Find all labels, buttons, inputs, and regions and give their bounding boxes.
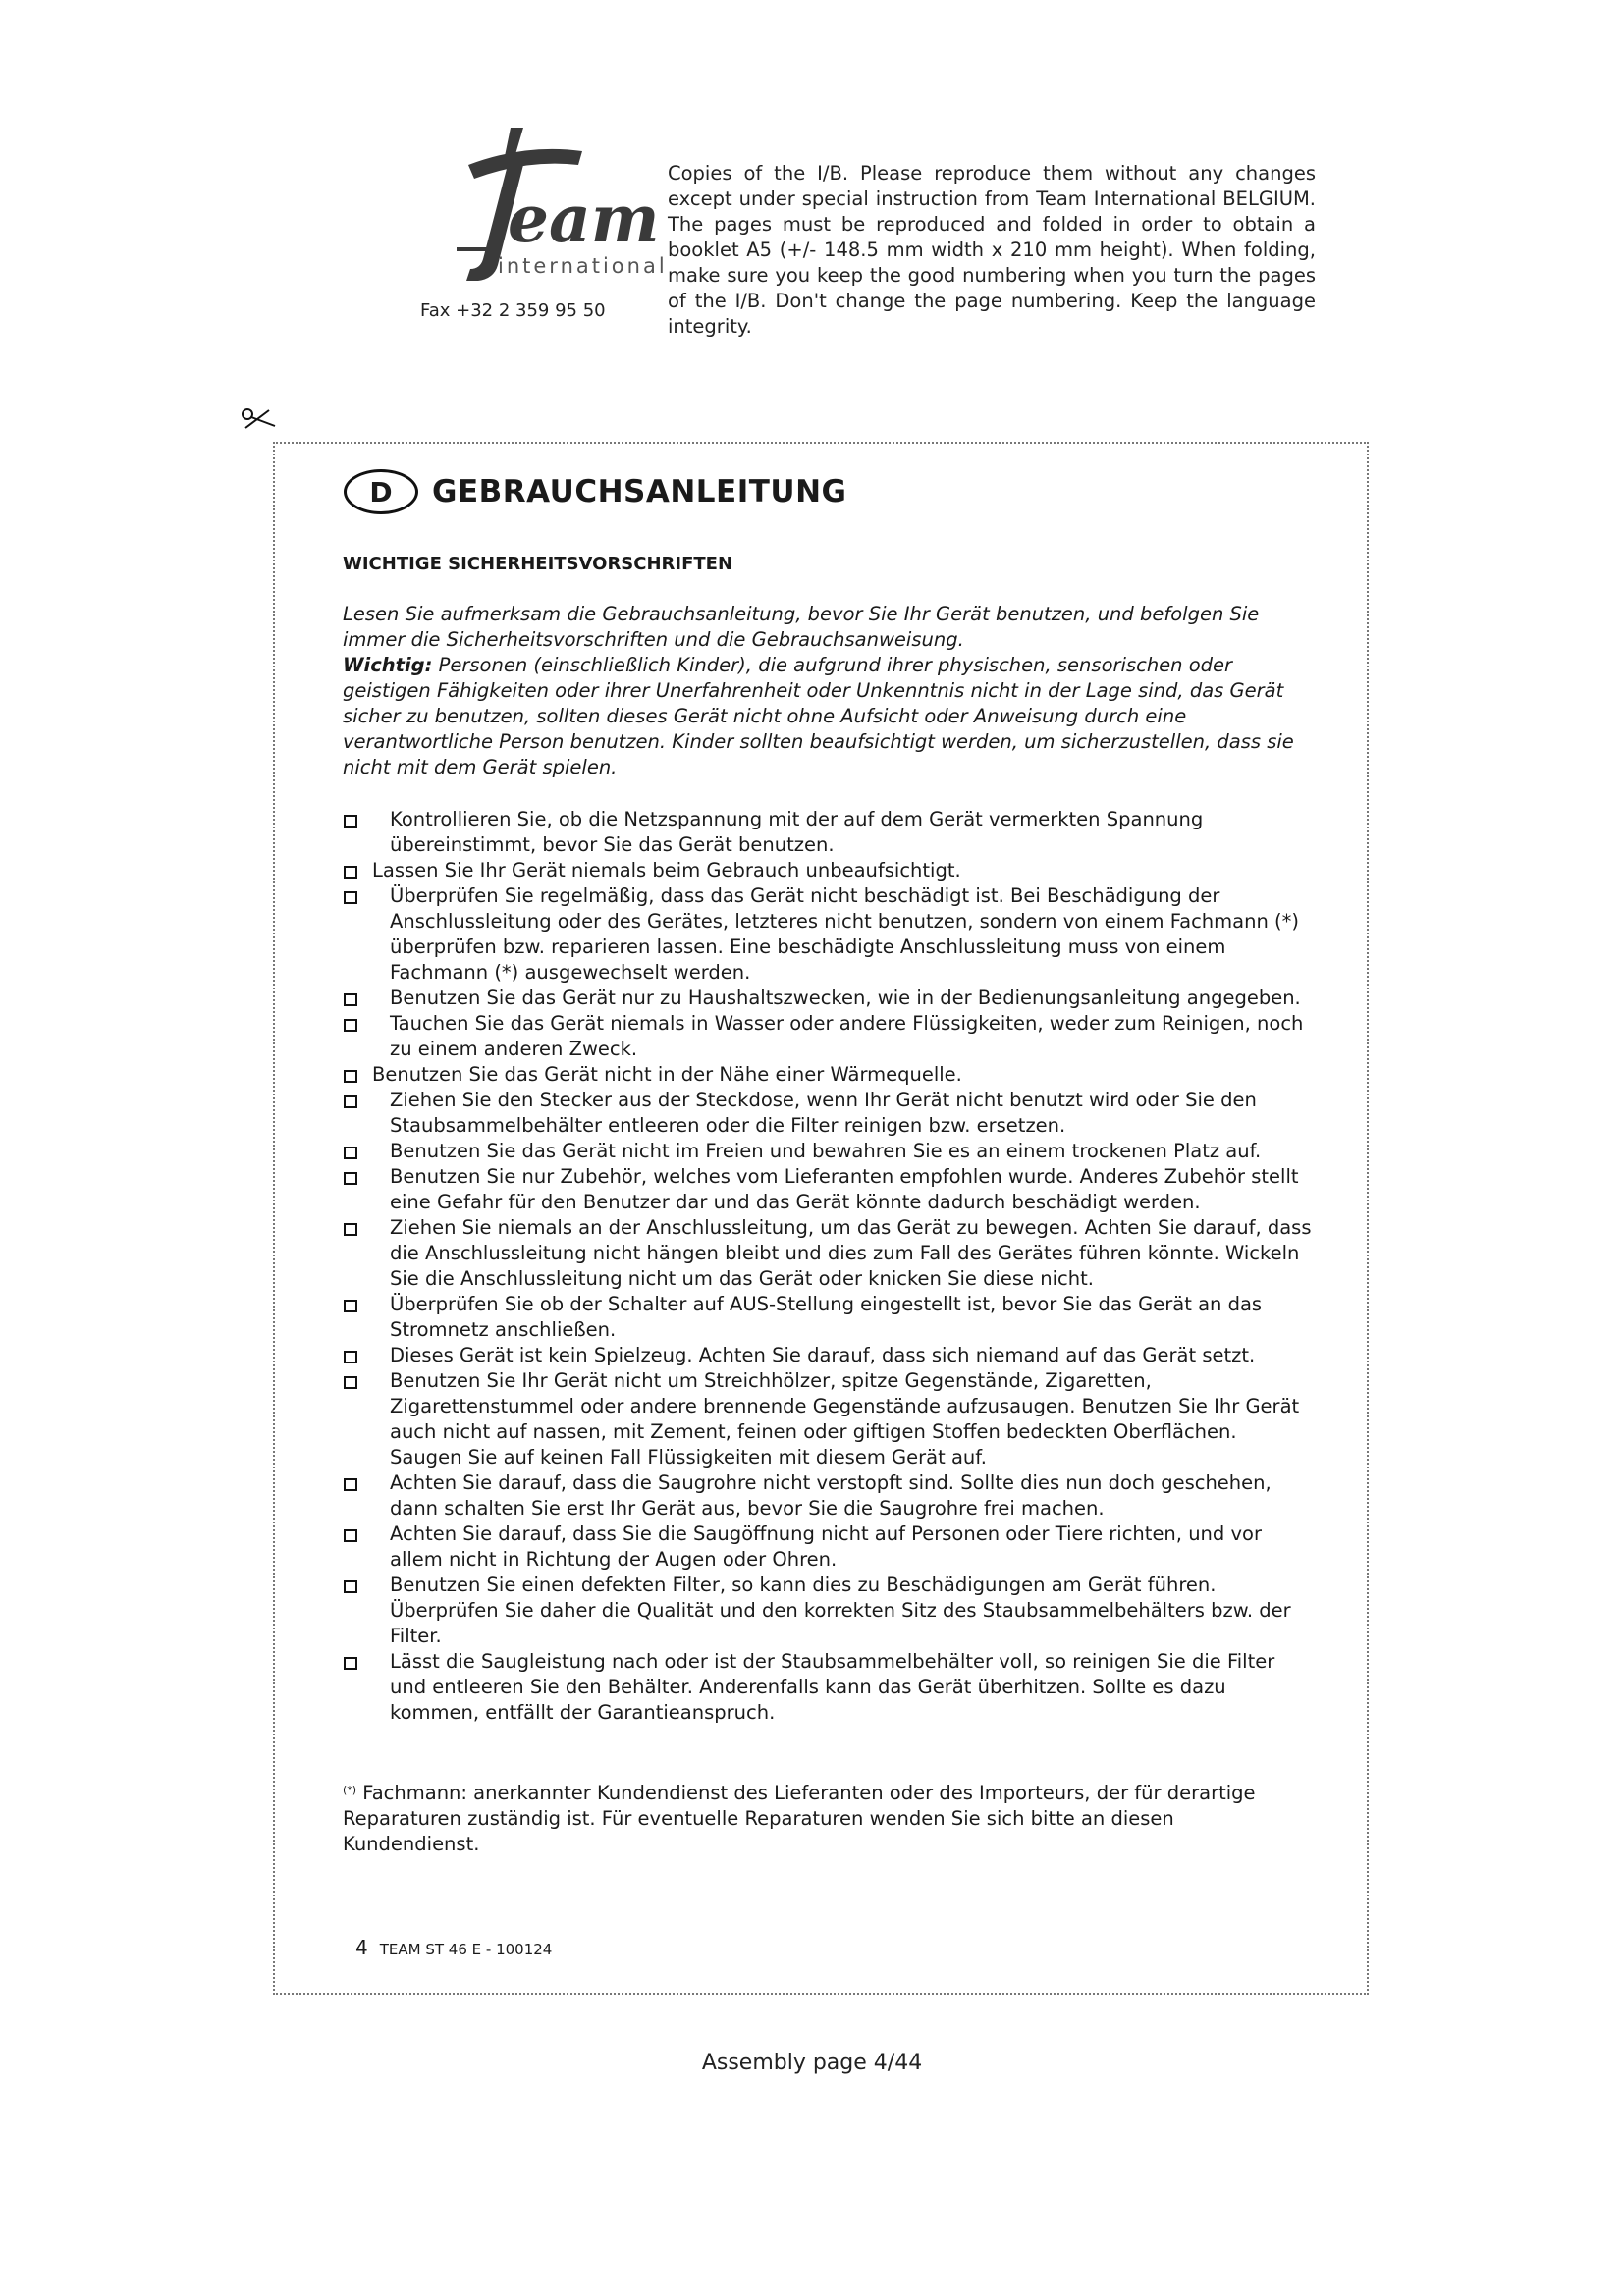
list-item: Benutzen Sie das Gerät nicht in der Nähe einer Wärmequelle. [343, 1062, 1315, 1088]
team-international-logo [417, 126, 668, 293]
list-item: Lassen Sie Ihr Gerät niemals beim Gebrauch unbeaufsichtigt. [343, 858, 1315, 883]
language-badge: D [344, 469, 418, 514]
checkbox-bullet-icon [344, 1172, 357, 1185]
list-item: Achten Sie darauf, dass Sie die Saugöffnung nicht auf Personen oder Tiere richten, und vor allem nicht in Richtung der Augen oder Ohren. [343, 1522, 1315, 1573]
intro-paragraph: Lesen Sie aufmerksam die Gebrauchsanleitung, bevor Sie Ihr Gerät benutzen, und befolgen Sie immer die Sicherheitsvorschriften und die Gebrauchsanweisung. [343, 603, 1260, 651]
page-number: 4 [355, 1936, 368, 1959]
checkbox-bullet-icon [344, 1580, 357, 1593]
section-heading: WICHTIGE SICHERHEITSVORSCHRIFTEN [343, 554, 733, 574]
model-code: TEAM ST 46 E - 100124 [379, 1941, 553, 1958]
page-title: GEBRAUCHSANLEITUNG [432, 474, 847, 509]
checkbox-bullet-icon [344, 993, 357, 1006]
list-item: Benutzen Sie das Gerät nur zu Haushaltszwecken, wie in der Bedienungsanleitung angegeben. [343, 986, 1315, 1011]
list-item: Überprüfen Sie ob der Schalter auf AUS-Stellung eingestellt ist, bevor Sie das Gerät an das Stromnetz anschließen. [343, 1292, 1315, 1343]
checkbox-bullet-icon [344, 891, 357, 904]
intro-text [343, 602, 1300, 780]
list-item: Benutzen Sie Ihr Gerät nicht um Streichhölzer, spitze Gegenstände, Zigaretten, Zigarettenstummel oder andere brennende Gegenstände aufzusaugen. Benutzen Sie Ihr Gerät auch nicht auf nassen, mit Zement, feinen oder giftigen Stoffen bedeckten Oberflächen. Saugen Sie auf keinen Fall Flüssigkeiten mit diesem Gerät auf. [343, 1368, 1315, 1470]
checkbox-bullet-icon [344, 1070, 357, 1083]
checkbox-bullet-icon [344, 1351, 357, 1363]
svg-text:eam: eam [508, 181, 660, 257]
list-item: Überprüfen Sie regelmäßig, dass das Gerät nicht beschädigt ist. Bei Beschädigung der Anschlussleitung oder des Gerätes, letzteres nicht benutzen, sondern von einem Fachmann (*) überprüfen bzw. reparieren lassen. Eine beschädigte Anschlussleitung muss von einem Fachmann (*) ausgewechselt werden. [343, 883, 1315, 986]
checkbox-bullet-icon [344, 1147, 357, 1159]
document-title [344, 469, 846, 514]
checkbox-bullet-icon [344, 1300, 357, 1312]
checkbox-bullet-icon [344, 1478, 357, 1491]
list-item: Kontrollieren Sie, ob die Netzspannung mit der auf dem Gerät vermerkten Spannung übereinstimmt, bevor Sie das Gerät benutzen. [343, 807, 1315, 858]
safety-rules-list [343, 807, 1315, 1726]
checkbox-bullet-icon [344, 1529, 357, 1542]
list-item: Benutzen Sie einen defekten Filter, so kann dies zu Beschädigungen am Gerät führen. Überprüfen Sie daher die Qualität und den korrekten Sitz des Staubsammelbehälters bzw. der Filter. [343, 1573, 1315, 1649]
footnote-text: Fachmann: anerkannter Kundendienst des Lieferanten oder des Importeurs, der für derartige Reparaturen zuständig ist. Für eventuelle Reparaturen wenden Sie sich bitte an diesen Kundendienst. [343, 1782, 1256, 1855]
scissors-icon [240, 406, 279, 436]
important-paragraph [343, 653, 1300, 780]
header [0, 0, 1624, 393]
footnote [343, 1778, 1315, 1857]
list-item: Tauchen Sie das Gerät niemals in Wasser oder andere Flüssigkeiten, weder zum Reinigen, noch zu einem anderen Zweck. [343, 1011, 1315, 1062]
checkbox-bullet-icon [344, 1657, 357, 1670]
checkbox-bullet-icon [344, 1095, 357, 1108]
copy-instructions: Copies of the I/B. Please reproduce them without any changes except under special instruction from Team International BELGIUM. The pages must be reproduced and folded in order to obtain a booklet A5 (+/- 148.5 mm width x 210 mm height). When folding, make sure you keep the good numbering when you turn the pages of the I/B. Don't change the page numbering. Keep the language integrity. [668, 162, 1316, 338]
svg-text:international: international [498, 254, 668, 278]
checkbox-bullet-icon [344, 866, 357, 879]
list-item: Ziehen Sie den Stecker aus der Steckdose, wenn Ihr Gerät nicht benutzt wird oder Sie den Staubsammelbehälter entleeren oder die Filter reinigen bzw. ersetzen. [343, 1088, 1315, 1139]
list-item: Achten Sie darauf, dass die Saugrohre nicht verstopft sind. Sollte dies nun doch geschehen, dann schalten Sie erst Ihr Gerät aus, bevor Sie die Saugrohre frei machen. [343, 1470, 1315, 1522]
important-text: Personen (einschließlich Kinder), die aufgrund ihrer physischen, sensorischen oder geistigen Fähigkeiten oder ihrer Unerfahrenheit oder Unkenntnis nicht in der Lage sind, das Gerät sicher zu benutzen, sollten dieses Gerät nicht ohne Aufsicht oder Anweisung durch eine verantwortliche Person benutzen. Kinder sollten beaufsichtigt werden, um sicherzustellen, dass sie nicht mit dem Gerät spielen. [343, 654, 1294, 778]
checkbox-bullet-icon [344, 1223, 357, 1236]
list-item: Benutzen Sie das Gerät nicht im Freien und bewahren Sie es an einem trockenen Platz auf. [343, 1139, 1315, 1164]
list-item: Lässt die Saugleistung nach oder ist der Staubsammelbehälter voll, so reinigen Sie die Filter und entleeren Sie den Behälter. Anderenfalls kann das Gerät überhitzen. Sollte es dazu kommen, entfällt der Garantieanspruch. [343, 1649, 1315, 1726]
list-item: Benutzen Sie nur Zubehör, welches vom Lieferanten empfohlen wurde. Anderes Zubehör stellt eine Gefahr für den Benutzer dar und das Gerät könnte dadurch beschädigt werden. [343, 1164, 1315, 1215]
checkbox-bullet-icon [344, 1019, 357, 1032]
list-item: Dieses Gerät ist kein Spielzeug. Achten Sie darauf, dass sich niemand auf das Gerät setzt. [343, 1343, 1315, 1368]
checkbox-bullet-icon [344, 1376, 357, 1389]
assembly-page-label: Assembly page 4/44 [701, 2051, 923, 2075]
fax-number: Fax +32 2 359 95 50 [420, 300, 606, 321]
important-label: Wichtig: [343, 654, 433, 676]
page-footer [355, 1936, 552, 1959]
checkbox-bullet-icon [344, 815, 357, 828]
footnote-marker: (*) [343, 1784, 357, 1796]
list-item: Ziehen Sie niemals an der Anschlussleitung, um das Gerät zu bewegen. Achten Sie darauf, dass die Anschlussleitung nicht hängen bleibt und dies zum Fall des Gerätes führen könnte. Wickeln Sie die Anschlussleitung nicht um das Gerät oder knicken Sie diese nicht. [343, 1215, 1315, 1292]
